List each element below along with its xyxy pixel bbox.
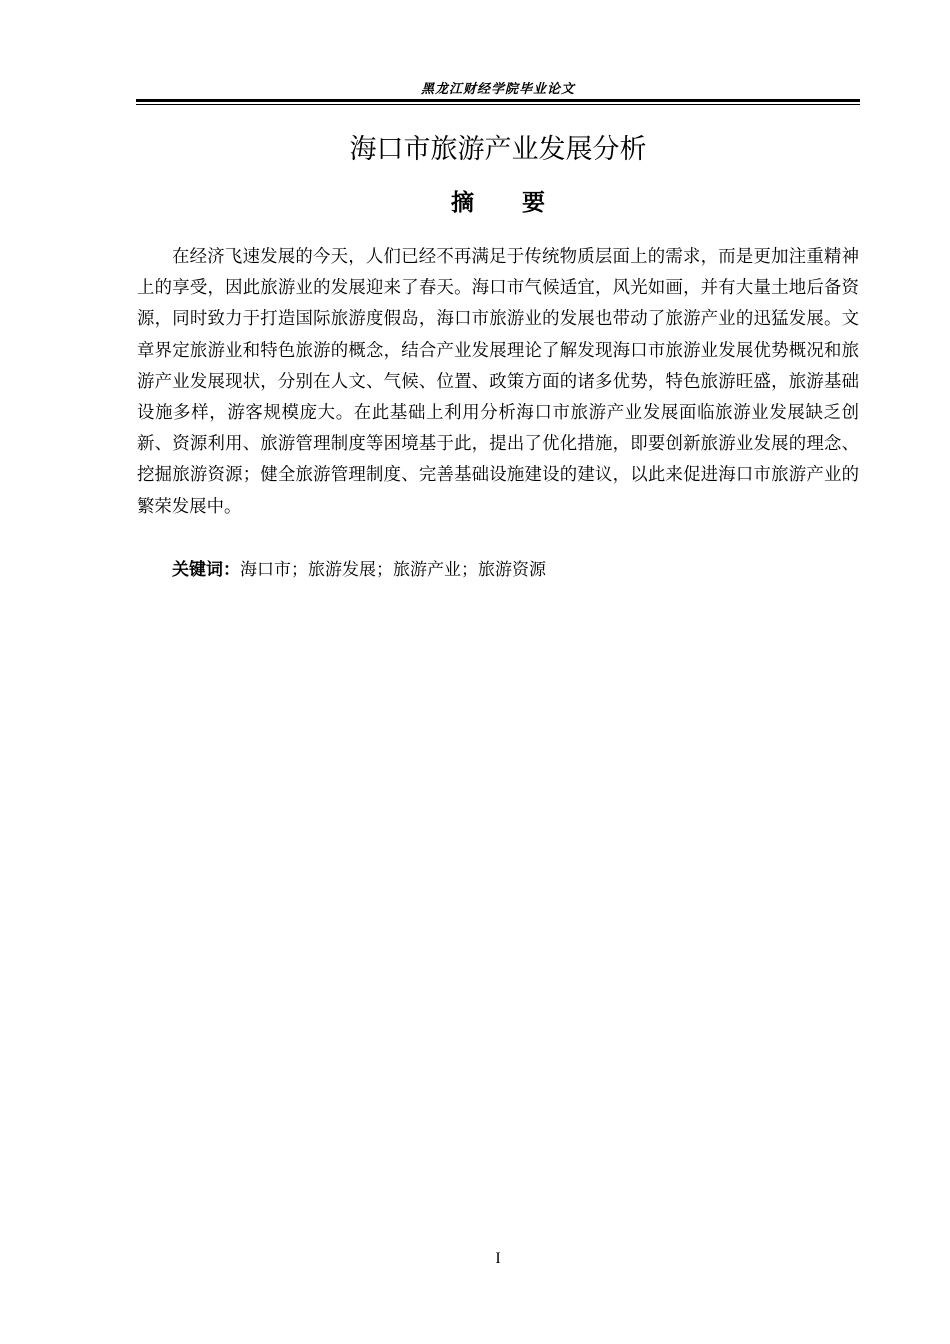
header-rule-thick: [136, 99, 860, 102]
paper-title: 海口市旅游产业发展分析: [349, 134, 647, 165]
keywords-line: [172, 555, 546, 586]
abstract-body: 在经济飞速发展的今天，人们已经不再满足于传统物质层面上的需求，而是更加注重精神上的享受，因此旅游业的发展迎来了春天。海口市气候适宜，风光如画，并有大量土地后备资源，同时致力于打造国际旅游度假岛，海口市旅游业的发展也带动了旅游产业的迅猛发展。文章界定旅游业和特色旅游的概念，结合产业发展理论了解发现海口市旅游业发展优势概况和旅游产业发展现状，分别在人文、气候、位置、政策方面的诸多优势，特色旅游旺盛，旅游基础设施多样，游客规模庞大。在此基础上利用分析海口市旅游产业发展面临旅游业发展缺乏创新、资源利用、旅游管理制度等困境基于此，提出了优化措施，即要创新旅游业发展的理念、挖掘旅游资源；健全旅游管理制度、完善基础设施建设的建议，以此来促进海口市旅游产业的繁荣发展中。: [137, 247, 859, 517]
running-header: 黑龙江财经学院毕业论文: [420, 82, 575, 97]
header-rule-thin: [136, 104, 860, 105]
page-number: I: [495, 1250, 501, 1267]
keywords-label: 关键词：: [172, 560, 240, 580]
abstract-heading: 摘要: [451, 190, 593, 216]
keywords-values: 海口市；旅游发展；旅游产业；旅游资源: [240, 560, 546, 580]
